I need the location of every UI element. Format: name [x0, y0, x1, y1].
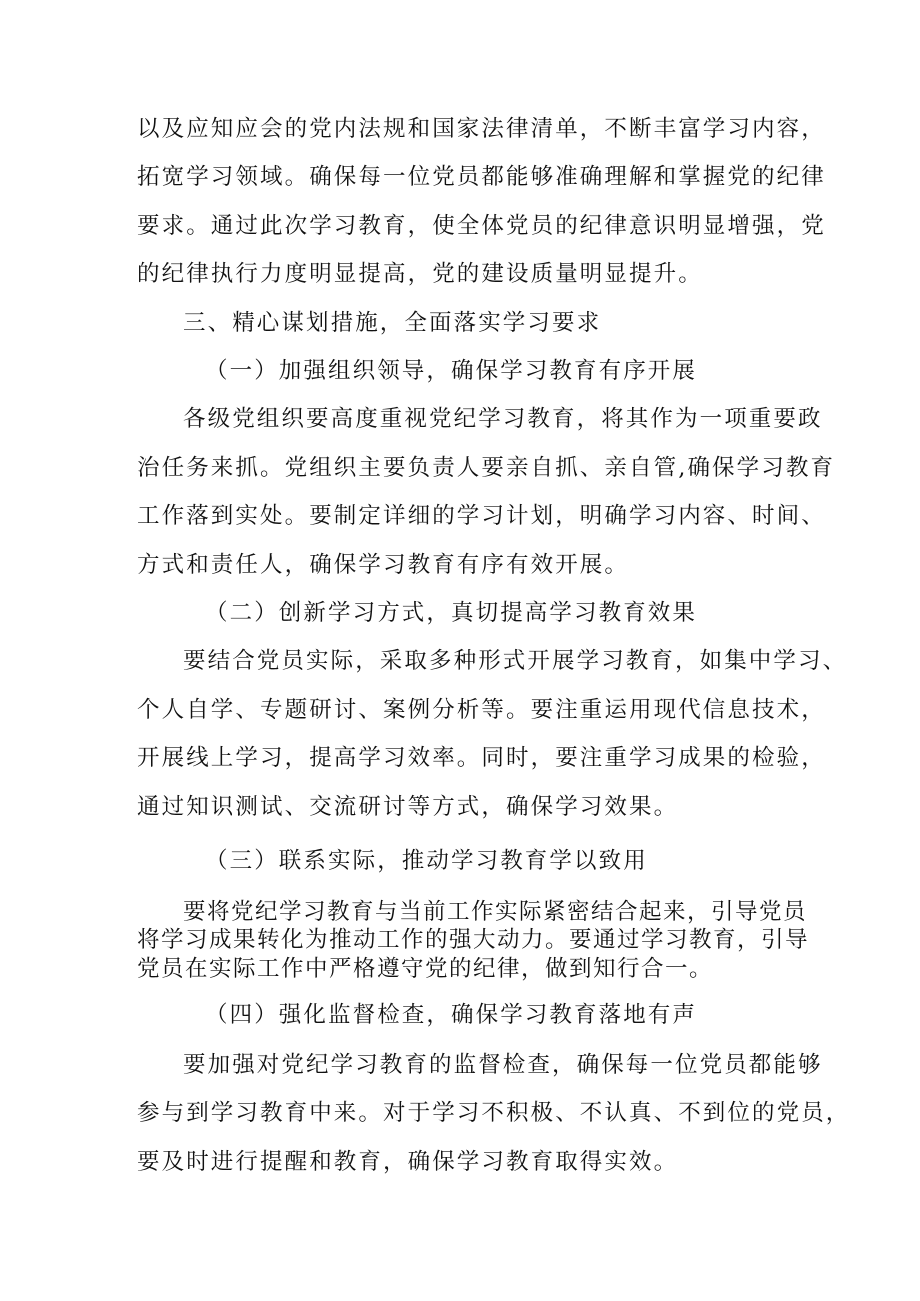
- section-3-heading: 三、精心谋划措施，全面落实学习要求: [183, 310, 602, 336]
- paragraph-1-line-3: 要求。通过此次学习教育，使全体党员的纪律意识明显增强，党: [137, 213, 826, 239]
- sub-1-body-line-2: 治任务来抓。党组织主要负责人要亲自抓、亲自管,确保学习教育: [137, 455, 836, 481]
- sub-2-body-line-1: 要结合党员实际，采取多种形式开展学习教育，如集中学习、: [183, 648, 848, 674]
- sub-4-body-line-1: 要加强对党纪学习教育的监督检查，确保每一位党员都能够: [183, 1052, 823, 1078]
- sub-4-body-line-2: 参与到学习教育中来。对于学习不积极、不认真、不到位的党员，: [137, 1100, 851, 1126]
- sub-1-body-line-3: 工作落到实处。要制定详细的学习计划，明确学习内容、时间、: [137, 503, 826, 529]
- sub-3-body-line-2: 将学习成果转化为推动工作的强大动力。要通过学习教育，引导: [137, 927, 810, 953]
- paragraph-1-line-2: 拓宽学习领域。确保每一位党员都能够准确理解和掌握党的纪律: [137, 164, 826, 190]
- sub-3-body-line-3: 党员在实际工作中严格遵守党的纪律，做到知行合一。: [137, 956, 714, 982]
- sub-2-body-line-2: 个人自学、专题研讨、案例分析等。要注重运用现代信息技术，: [137, 697, 826, 723]
- sub-2-body-line-4: 通过知识测试、交流研讨等方式，确保学习效果。: [137, 794, 679, 820]
- sub-1-heading: （一）加强组织领导，确保学习教育有序开展: [205, 358, 698, 384]
- sub-2-body-line-3: 开展线上学习，提高学习效率。同时，要注重学习成果的检验，: [137, 745, 826, 771]
- sub-4-body-line-3: 要及时进行提醒和教育，确保学习教育取得实效。: [137, 1149, 679, 1175]
- sub-3-heading: （三）联系实际，推动学习教育学以致用: [205, 848, 648, 874]
- sub-1-body-line-4: 方式和责任人，确保学习教育有序有效开展。: [137, 552, 630, 578]
- paragraph-1-line-1: 以及应知应会的党内法规和国家法律清单，不断丰富学习内容，: [137, 116, 826, 142]
- sub-3-body-line-1: 要将党纪学习教育与当前工作实际紧密结合起来，引导党员: [183, 899, 808, 925]
- sub-1-body-line-1: 各级党组织要高度重视党纪学习教育，将其作为一项重要政: [183, 406, 823, 432]
- sub-2-heading: （二）创新学习方式，真切提高学习教育效果: [205, 600, 698, 626]
- paragraph-1-line-4: 的纪律执行力度明显提高，党的建设质量明显提升。: [137, 261, 703, 287]
- sub-4-heading: （四）强化监督检查，确保学习教育落地有声: [205, 1002, 698, 1028]
